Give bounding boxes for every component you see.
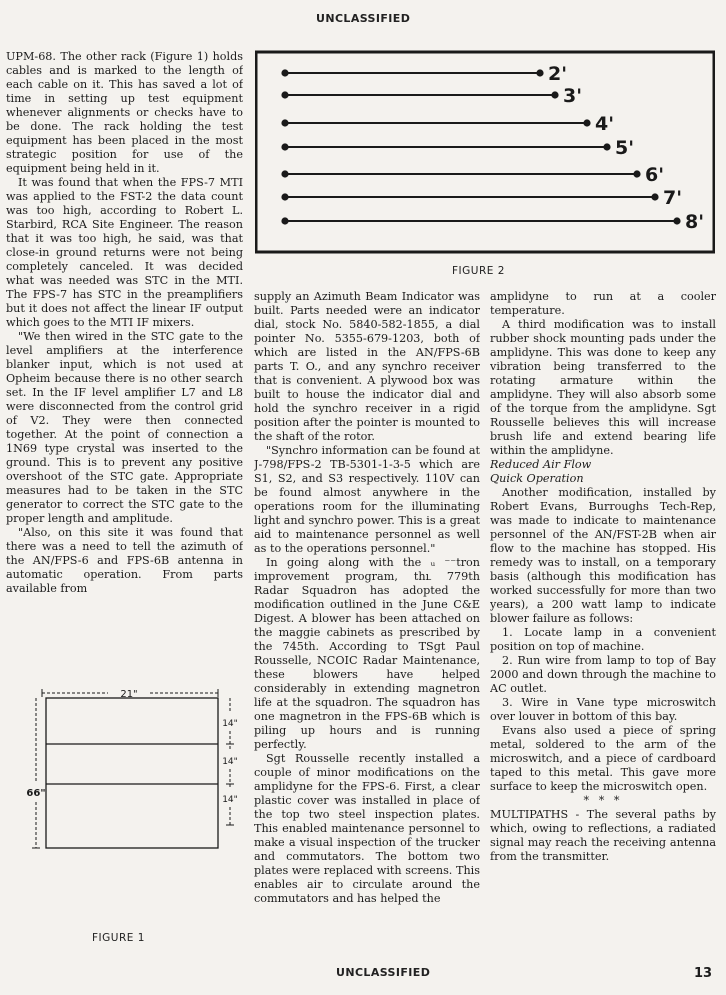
figure-1-section-label: 14" — [222, 719, 238, 729]
figure-1-width-label: 21" — [120, 689, 138, 700]
paragraph: MULTIPATHS - The several paths by which, owing to reflections, a radiated signal may reach the receiving antenna from the transmitter. — [490, 808, 716, 863]
cable-endpoint — [634, 171, 639, 176]
cable-endpoint — [604, 144, 609, 149]
figure-1-caption: FIGURE 1 — [92, 932, 145, 944]
paragraph: Evans also used a piece of spring metal, soldered to the arm of the microswitch, and a piece of cardboard taped to this metal. This gave more surface to keep the microswitch open. — [490, 724, 716, 793]
paragraph: supply an Azimuth Beam Indicator was built. Parts needed were an indicator dial, stock No. 5840-582-1855, a dial pointer No. 5355-679-1203, both of which are listed in the AN/FPS-6B parts T. O., and any synchro receiver that is convenient. A plywood box was built to house the indicator dial and hold the synchro receiver in a rigid position after the pointer is mounted to the shaft of the rotor. — [254, 290, 480, 443]
paragraph: UPM-68. The other rack (Figure 1) holds cables and is marked to the length of each cable on it. This has saved a lot of time in setting up test equipment whenever alignments or checks have to be done. The rack holding the test equipment has been placed in the most strategic position for use of the equipment being held in it. — [6, 50, 243, 175]
subheading: Reduced Air Flow — [490, 458, 592, 471]
header-classification: UNCLASSIFIED — [316, 12, 411, 25]
list-item: 3. Wire in Vane type microswitch over louver in bottom of this bay. — [490, 696, 716, 723]
column-3 — [490, 290, 716, 960]
cable-endpoint — [674, 218, 679, 223]
cable-endpoint — [584, 120, 589, 125]
column-1 — [6, 50, 243, 670]
paragraph: amplidyne to run at a cooler temperature. — [490, 290, 716, 317]
cable-length-label: 8' — [685, 211, 705, 233]
cable-length-label: 6' — [645, 164, 665, 186]
figure-1-section-label: 14" — [222, 795, 238, 805]
cable-endpoint — [282, 218, 287, 223]
cable-endpoint — [552, 92, 557, 97]
cable-endpoint — [537, 70, 542, 75]
paragraph: "We then wired in the STC gate to the level amplifiers at the interference blanker input, which is not used at Opheim because there is no other search set. In the IF level amplifier L7 and L8 were disconnected from the control grid of V2. They were then connected together. At the point of connection a 1N69 type crystal was inserted to the ground. This is to prevent any positive overshoot of the STC gate. Appropriate measures had to be taken in the STC generator to correct the STC gate to the proper length and amplitude. — [6, 330, 243, 525]
cable-length-label: 5' — [615, 137, 635, 159]
cable-endpoint — [282, 92, 287, 97]
cable-length-label: 7' — [663, 187, 683, 209]
cable-length-label: 3' — [563, 85, 583, 107]
cable-length-label: 2' — [548, 63, 568, 85]
page-number: 13 — [694, 966, 713, 981]
paragraph: "Also, on this site it was found that there was a need to tell the azimuth of the AN/FPS-6 and FPS-6B antenna in automatic operation. From parts available from — [6, 526, 243, 595]
cable-endpoint — [282, 171, 287, 176]
paragraph: Another modification, installed by Robert Evans, Burroughs Tech-Rep, was made to indicate to maintenance personnel of the AN/FST-2B when air flow to the machine has stopped. His remedy was to install, on a temporary basis (although this modification has worked successfully for more than two years), a 200 watt lamp to indicate blower failure as follows: — [490, 486, 716, 625]
paragraph: A third modification was to install rubber shock mounting pads under the amplidyne. This was done to keep any vibration being transferred to the rotating armature within the amplidyne. They will also absorb some of the torque from the amplidyne. Sgt Rousselle believes this will increase brush life and extend bearing life within the amplidyne. — [490, 318, 716, 457]
figure-1-section-label: 14" — [222, 757, 238, 767]
paragraph: Sgt Rousselle recently installed a couple of minor modifications on the amplidyne for the FPS-6. First, a clear plastic cover was installed in place of the top two steel inspection plates. This enabled maintenance personnel to make a visual inspection of the trucker and commutators. The bottom two plates were replaced with screens. This enables air to circulate around the commutators and has helped the — [254, 752, 480, 905]
cable-length-label: 4' — [595, 113, 615, 135]
cable-endpoint — [282, 120, 287, 125]
subheading: Quick Operation — [490, 472, 584, 485]
column-2 — [254, 290, 480, 960]
cable-endpoint — [282, 194, 287, 199]
cable-endpoint — [282, 144, 287, 149]
figure-1-height-label: 66" — [26, 788, 46, 799]
separator: * * * — [583, 794, 623, 807]
footer-classification: UNCLASSIFIED — [336, 966, 431, 979]
cable-endpoint — [652, 194, 657, 199]
figure-1-diagram — [8, 685, 243, 850]
list-item: 1. Locate lamp in a convenient position on top of machine. — [490, 626, 716, 653]
figure-2-caption: FIGURE 2 — [452, 265, 505, 277]
list-item: 2. Run wire from lamp to top of Bay 2000 and down through the machine to AC outlet. — [490, 654, 716, 695]
paragraph: "Synchro information can be found at J-798/FPS-2 TB-5301-1-3-5 which are S1, S2, and S3 respectively. 110V can be found almost anywhere in the operations room for the illuminating light and synchro power. This is a great aid to maintenance personnel as well as to the operations personnel." — [254, 444, 480, 555]
paragraph: In going along with the ᵤ ⁻⁻tron improvement program, thւ 779th Radar Squadron has adopted the modification outlined in the June C&E Digest. A blower has been attached on the maggie cabinets as prescribed by the 745th. According to TSgt Paul Rousselle, NCOIC Radar Maintenance, these blowers have helped considerably in extending magnetron life at the squadron. The squadron has one magnetron in the FPS-6B which is piling up hours and is running perfectly. — [254, 556, 480, 751]
paragraph: It was found that when the FPS-7 MTI was applied to the FST-2 the data count was too high, according to Robert L. Starbird, RCA Site Engineer. The reason that it was too high, he said, was that close-in ground returns were not being completely canceled. It was decided what was needed was STC in the MTI. The FPS-7 has STC in the preamplifiers but it does not affect the linear IF output which goes to the MTI IF mixers. — [6, 176, 243, 329]
cable-endpoint — [282, 70, 287, 75]
figure-2-diagram — [255, 50, 715, 256]
